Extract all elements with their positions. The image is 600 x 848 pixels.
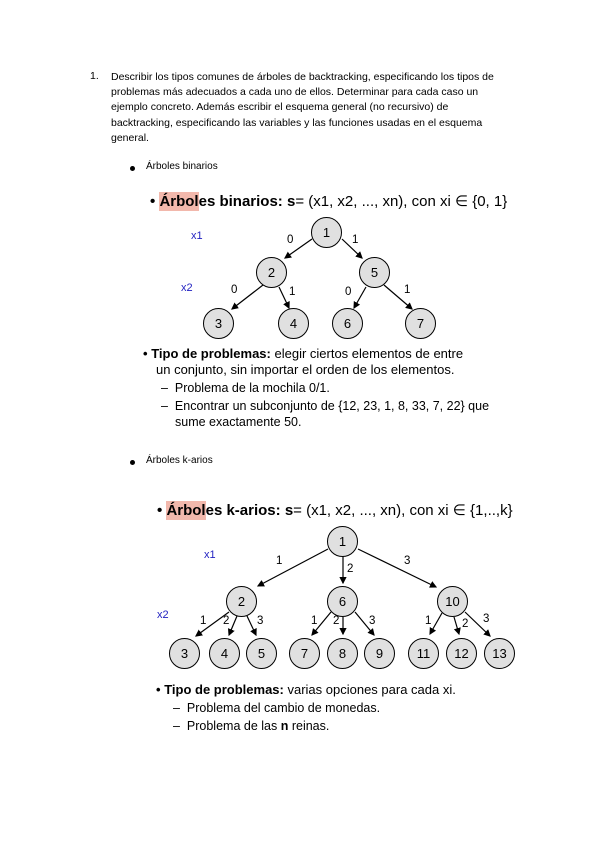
edge-label: 1 <box>276 555 283 567</box>
edge-label: 1 <box>311 615 318 627</box>
kary-slide-title: • Árboles k-arios: s= (x1, x2, ..., xn), con xi ∈ {1,..,k} <box>157 502 513 519</box>
tree-node: 5 <box>246 638 277 669</box>
tree-node: 9 <box>364 638 395 669</box>
tree-node: 6 <box>332 308 363 339</box>
tree-node: 2 <box>226 586 257 617</box>
problems-heading: Tipo de problemas: <box>151 346 271 361</box>
tree-edge <box>430 613 442 634</box>
problems-text: varias opciones para cada xi. <box>287 682 456 697</box>
edge-label: 2 <box>223 615 230 627</box>
edge-label: 3 <box>369 615 376 627</box>
highlight: Árbol <box>166 502 206 519</box>
tree-edge <box>279 287 289 308</box>
bullet-dot <box>130 460 135 465</box>
edge-label: 1 <box>289 286 296 298</box>
binary-bullet-label: Árboles binarios <box>146 161 218 172</box>
tree-edge <box>229 616 237 635</box>
tree-node: 1 <box>311 217 342 248</box>
example-item: – Problema del cambio de monedas. <box>173 701 381 715</box>
title-formula: = (x1, x2, ..., xn), con xi ∈ {1,..,k} <box>293 502 513 519</box>
kary-bullet-label: Árboles k-arios <box>146 455 213 466</box>
tree-node: 4 <box>278 308 309 339</box>
tree-edge <box>454 617 459 634</box>
level-label: x1 <box>204 549 216 561</box>
binary-problems-line2: un conjunto, sin importar el orden de los elementos. <box>156 362 455 377</box>
tree-node: 7 <box>405 308 436 339</box>
edge-label: 2 <box>333 615 340 627</box>
title-s: s <box>286 193 296 210</box>
question-line: ejemplo concreto. Además escribir el esquema general (no recursivo) de <box>111 101 449 114</box>
example-text: reinas. <box>291 719 330 733</box>
edge-label: 2 <box>462 618 469 630</box>
tree-node: 2 <box>256 257 287 288</box>
example-text: sume exactamente 50. <box>175 415 302 429</box>
edge-label: 3 <box>404 555 411 567</box>
question-line: backtracking, especificando las variables y las funciones usadas en el esquema <box>111 116 483 129</box>
tree-edge <box>354 287 366 308</box>
problems-text: elegir ciertos elementos de entre <box>274 346 464 361</box>
tree-node: 4 <box>209 638 240 669</box>
edge-label: 0 <box>231 284 238 296</box>
title-s: s <box>284 502 294 519</box>
edge-label: 2 <box>347 563 354 575</box>
example-item: – Encontrar un subconjunto de {12, 23, 1, 8, 33, 7, 22} que <box>161 399 490 413</box>
example-item: – Problema de las n reinas. <box>173 719 330 733</box>
binary-problems: • Tipo de problemas: elegir ciertos elementos de entre <box>143 346 464 361</box>
problems-heading: Tipo de problemas: <box>164 682 284 697</box>
question-line: Describir los tipos comunes de árboles de backtracking, especificando los tipos de <box>111 71 494 83</box>
level-label: x2 <box>181 282 193 294</box>
example-text: Problema de las <box>186 719 278 733</box>
question-number: 1. <box>90 70 99 82</box>
tree-node: 11 <box>408 638 439 669</box>
tree-node: 12 <box>446 638 477 669</box>
highlight: Árbol <box>159 193 199 210</box>
question-line: general. <box>111 131 149 144</box>
edge-label: 1 <box>404 284 411 296</box>
edge-label: 3 <box>257 615 264 627</box>
edge-label: 3 <box>483 613 490 625</box>
edge-label: 1 <box>352 234 359 246</box>
tree-node: 13 <box>484 638 515 669</box>
tree-edge <box>247 616 256 635</box>
edge-label: 1 <box>200 615 207 627</box>
kary-problems: • Tipo de problemas: varias opciones para cada xi. <box>156 682 456 697</box>
level-label: x2 <box>157 609 169 621</box>
tree-node: 8 <box>327 638 358 669</box>
binary-slide-title: • Árboles binarios: s= (x1, x2, ..., xn), con xi ∈ {0, 1} <box>150 193 508 210</box>
example-bold: n <box>280 719 289 733</box>
example-text: Problema del cambio de monedas. <box>186 701 381 715</box>
example-text: Encontrar un subconjunto de {12, 23, 1, 8, 33, 7, 22} que <box>174 399 490 413</box>
edge-label: 0 <box>287 234 294 246</box>
level-label: x1 <box>191 230 203 242</box>
question-line: problemas más adecuados a cada uno de ellos. Determinar para cada caso un <box>111 86 479 99</box>
tree-node: 1 <box>327 526 358 557</box>
tree-node: 7 <box>289 638 320 669</box>
tree-node: 10 <box>437 586 468 617</box>
example-text: Problema de la mochila 0/1. <box>174 381 330 395</box>
tree-node: 5 <box>359 257 390 288</box>
tree-edge <box>358 549 436 587</box>
title-bold: es binarios: <box>198 193 283 210</box>
edge-label: 1 <box>425 615 432 627</box>
tree-node: 3 <box>203 308 234 339</box>
title-formula: = (x1, x2, ..., xn), con xi ∈ {0, 1} <box>295 193 508 210</box>
edge-label: 0 <box>345 286 352 298</box>
tree-node: 3 <box>169 638 200 669</box>
tree-node: 6 <box>327 586 358 617</box>
title-bold: es k-arios: <box>205 502 281 519</box>
tree-edge <box>258 549 328 586</box>
example-item: – Problema de la mochila 0/1. <box>161 381 330 395</box>
